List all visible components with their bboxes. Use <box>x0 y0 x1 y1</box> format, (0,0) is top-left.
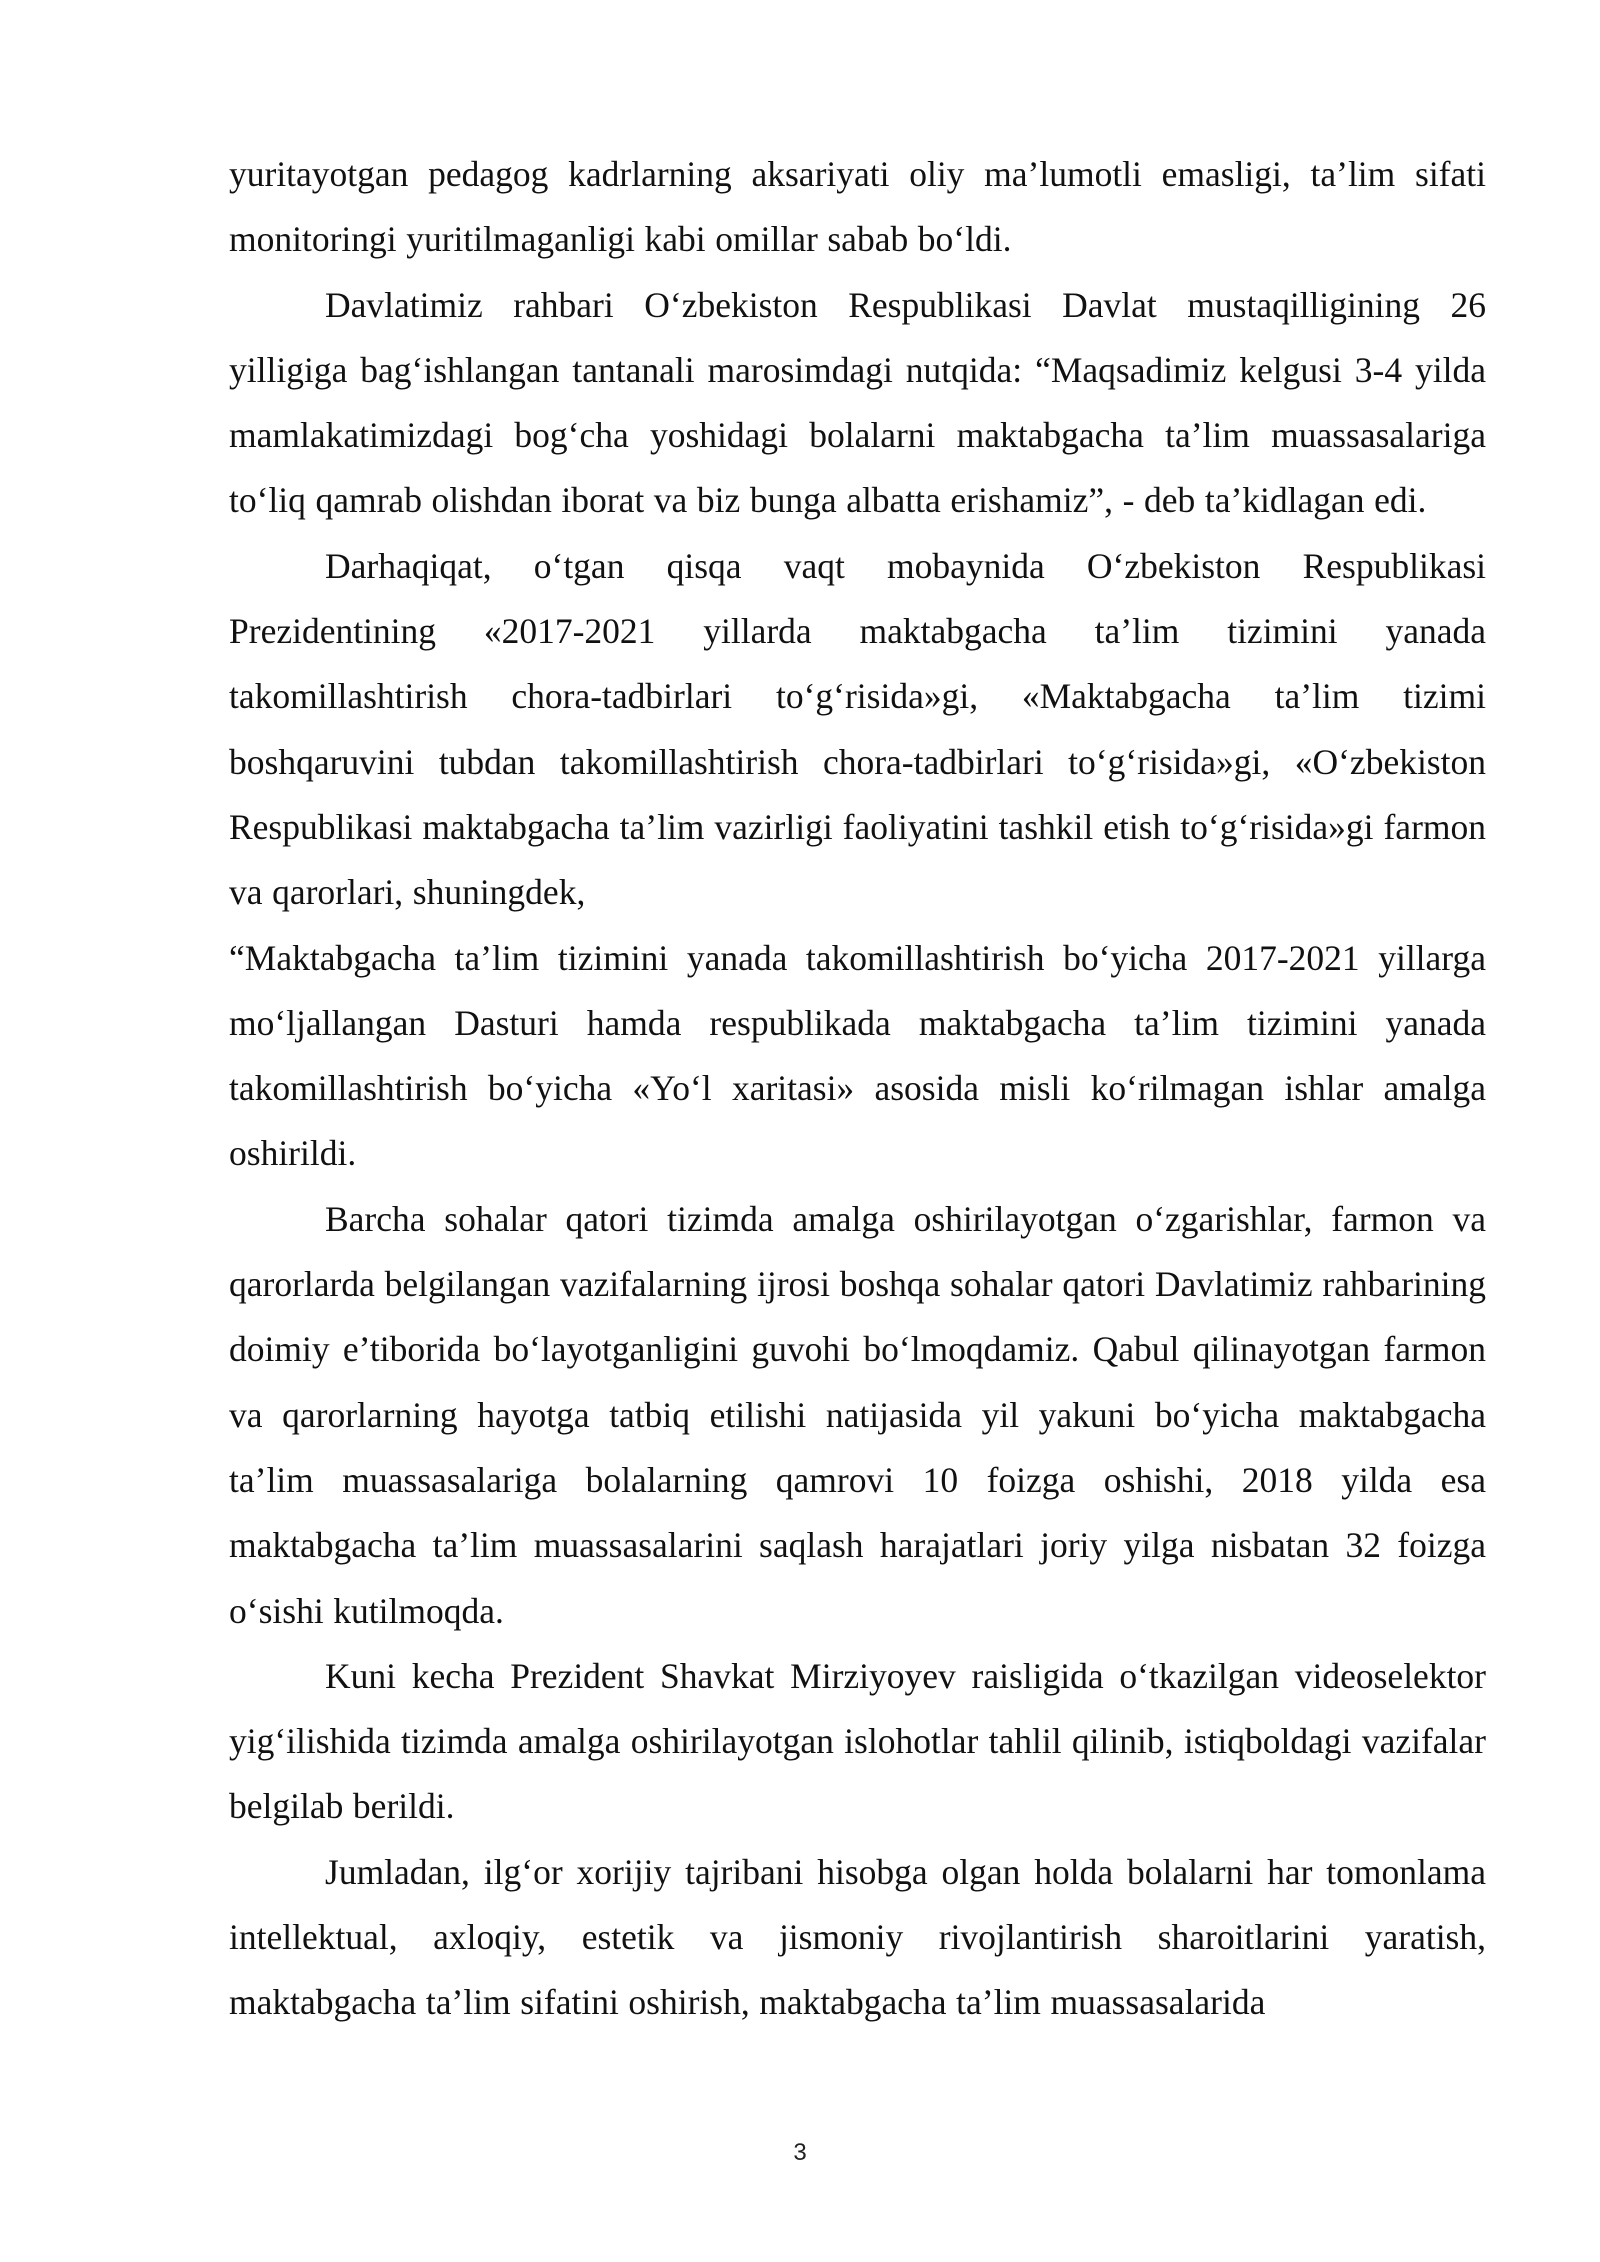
paragraph-3: Darhaqiqat, o‘tgan qisqa vaqt mobaynida O‘zbekiston Respublikasi Prezidentining «2017-2021 yillarda maktabgacha ta’lim tizimini yanada takomillashtirish chora-tadbirlari to‘g‘risida»gi, «Maktabgacha ta’lim tizimi boshqaruvini tubdan takomillashtirish chora-tadbirlari to‘g‘risida»gi, «O‘zbekiston Respublikasi maktabgacha ta’lim vazirligi faoliyatini tashkil etish to‘g‘risida»gi farmon va qarorlari, shuningdek, <box>229 545 1486 913</box>
paragraph-4: “Maktabgacha ta’lim tizimini yanada takomillashtirish bo‘yicha 2017-2021 yillarga mo‘ljallangan Dasturi hamda respublikada maktabgacha ta’lim tizimini yanada takomillashtirish bo‘yicha «Yo‘l xaritasi» asosida misli ko‘rilmagan ishlar amalga oshirildi. <box>229 937 1486 1174</box>
paragraph-2: Davlatimiz rahbari O‘zbekiston Respublikasi Davlat mustaqilligining 26 yilligiga bag‘ishlangan tantanali marosimdagi nutqida: “Maqsadimiz kelgusi 3-4 yilda mamlakatimizdagi bog‘cha yoshidagi bolalarni maktabgacha ta’lim muassasalariga to‘liq qamrab olishdan iborat va biz bunga albatta erishamiz”, - deb ta’kidlagan edi. <box>229 284 1486 521</box>
paragraph-5: Barcha sohalar qatori tizimda amalga oshirilayotgan o‘zgarishlar, farmon va qarorlarda belgilangan vazifalarning ijrosi boshqa sohalar qatori Davlatimiz rahbarining doimiy e’tiborida bo‘layotganligini guvohi bo‘lmoqdamiz. Qabul qilinayotgan farmon va qarorlarning hayotga tatbiq etilishi natijasida yil yakuni bo‘yicha maktabgacha ta’lim muassasalariga bolalarning qamrovi 10 foizga oshishi, 2018 yilda esa maktabgacha ta’lim muassasalarini saqlash harajatlari joriy yilga nisbatan 32 foizga o‘sishi kutilmoqda. <box>229 1198 1486 1631</box>
document-body <box>229 142 1486 2036</box>
page-number: 3 <box>793 2139 807 2166</box>
paragraph-1: yuritayotgan pedagog kadrlarning aksariyati oliy ma’lumotli emasligi, ta’lim sifati monitoringi yuritilmaganligi kabi omillar sabab bo‘ldi. <box>229 154 1486 260</box>
paragraph-7: Jumladan, ilg‘or xorijiy tajribani hisobga olgan holda bolalarni har tomonlama intellektual, axloqiy, estetik va jismoniy rivojlantirish sharoitlarini yaratish, maktabgacha ta’lim sifatini oshirish, maktabgacha ta’lim muassasalarida <box>229 1851 1486 2023</box>
paragraph-6: Kuni kecha Prezident Shavkat Mirziyoyev raisligida o‘tkazilgan videoselektor yig‘ilishida tizimda amalga oshirilayotgan islohotlar tahlil qilinib, istiqboldagi vazifalar belgilab berildi. <box>229 1655 1486 1827</box>
